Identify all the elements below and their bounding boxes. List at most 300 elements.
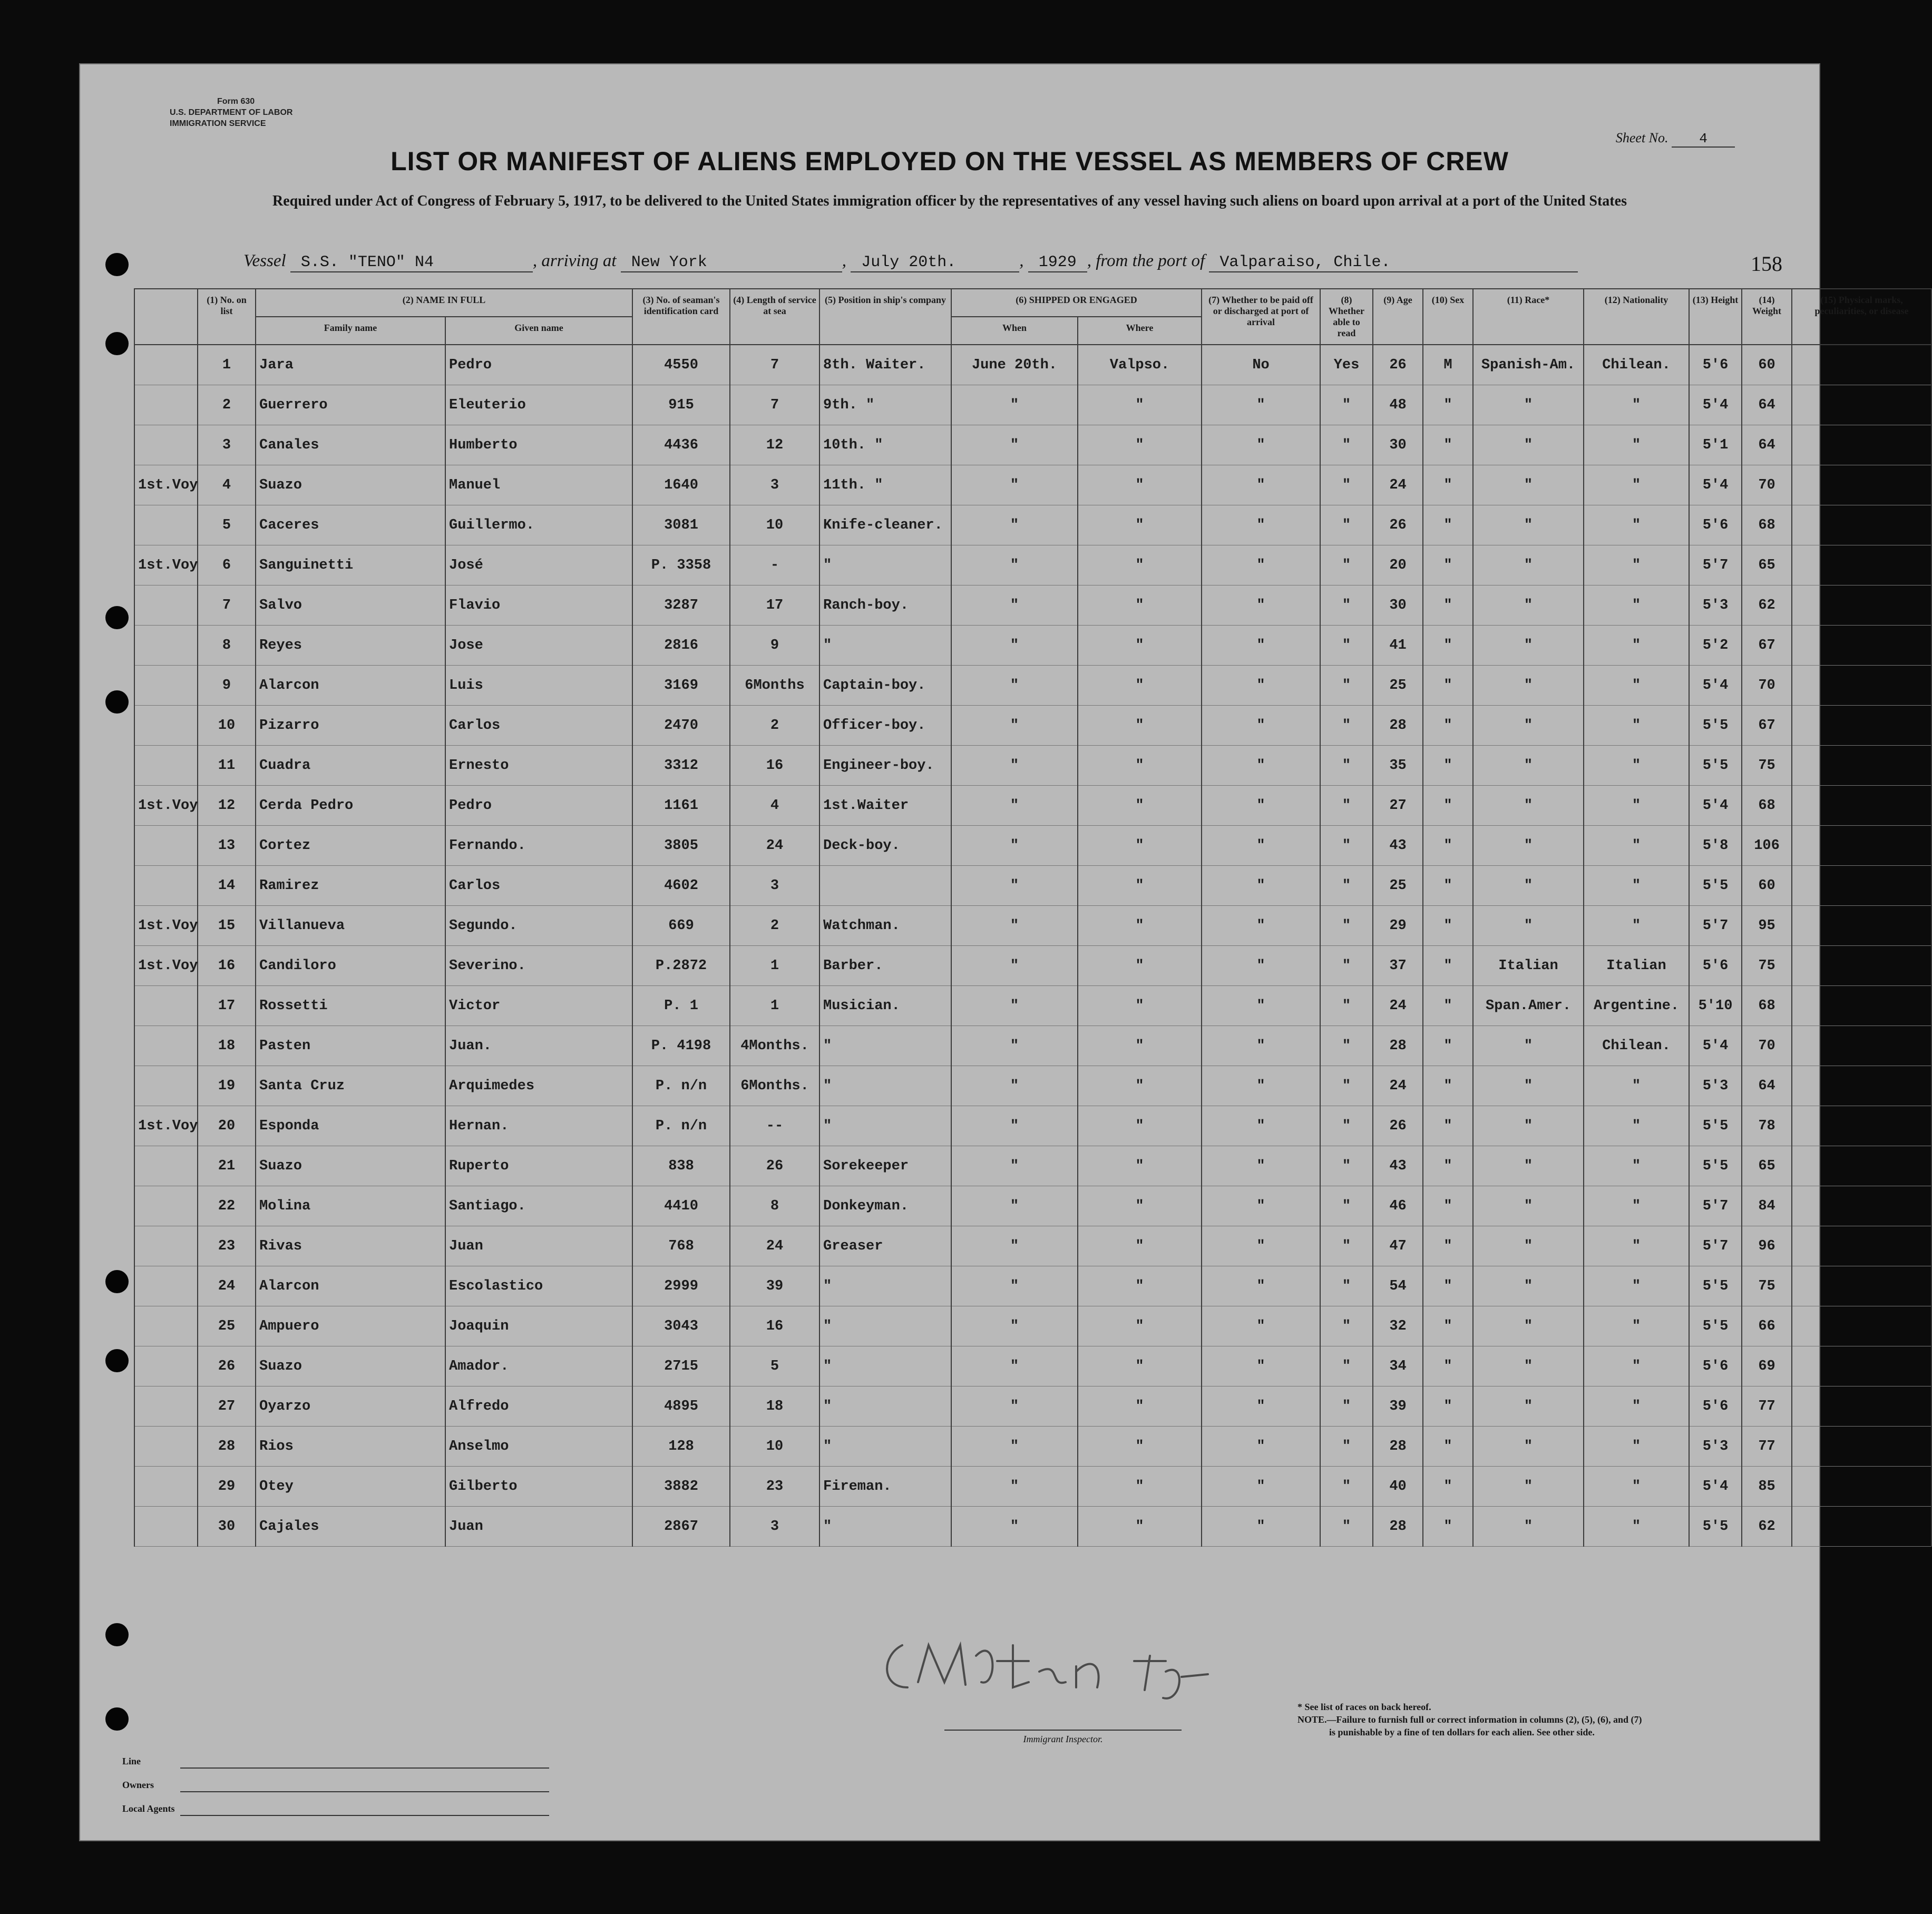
weight-cell: 65 (1742, 1146, 1792, 1186)
height-cell: 5'5 (1689, 1266, 1742, 1306)
sex-cell: " (1423, 1346, 1473, 1386)
age-cell: 25 (1373, 866, 1423, 906)
table-row (134, 1066, 1931, 1106)
able-to-read-cell: " (1320, 626, 1373, 666)
row-number-cell: 17 (198, 986, 256, 1026)
given-name-cell: Joaquin (445, 1306, 632, 1346)
nationality-cell: Italian (1584, 946, 1689, 986)
nationality-cell: Chilean. (1584, 345, 1689, 385)
shipped-where-cell: " (1078, 706, 1202, 746)
voyage-note-cell (134, 385, 198, 425)
length-of-service-cell: 2 (730, 906, 819, 946)
nationality-cell: " (1584, 1226, 1689, 1266)
shipped-where-cell: " (1078, 746, 1202, 786)
position-cell: Officer-boy. (819, 706, 951, 746)
height-cell: 5'10 (1689, 986, 1742, 1026)
given-name-cell: Carlos (445, 706, 632, 746)
weight-cell: 67 (1742, 626, 1792, 666)
header-weight: (14) Weight (1742, 289, 1792, 345)
id-card-number-cell: 2470 (632, 706, 730, 746)
id-card-number-cell: 3169 (632, 666, 730, 706)
age-cell: 24 (1373, 1066, 1423, 1106)
family-name-cell: Caceres (256, 505, 445, 545)
given-name-cell: Manuel (445, 465, 632, 505)
given-name-cell: Pedro (445, 345, 632, 385)
weight-cell: 62 (1742, 585, 1792, 626)
paid-off-cell: " (1202, 826, 1320, 866)
race-cell: " (1473, 465, 1584, 505)
shipped-where-cell: " (1078, 1226, 1202, 1266)
sex-cell: " (1423, 465, 1473, 505)
position-cell: Fireman. (819, 1467, 951, 1507)
age-cell: 43 (1373, 826, 1423, 866)
physical-marks-cell (1792, 986, 1931, 1026)
voyage-note-cell: 1st.Voy (134, 1106, 198, 1146)
race-cell: " (1473, 385, 1584, 425)
race-cell: Spanish-Am. (1473, 345, 1584, 385)
position-cell: Donkeyman. (819, 1186, 951, 1226)
sex-cell: " (1423, 746, 1473, 786)
family-name-cell: Ampuero (256, 1306, 445, 1346)
voyage-note-cell (134, 746, 198, 786)
department-name: U.S. DEPARTMENT OF LABOR (170, 108, 293, 117)
family-name-cell: Alarcon (256, 1266, 445, 1306)
voyage-note-cell (134, 706, 198, 746)
header-name-in-full: (2) NAME IN FULL (256, 289, 632, 317)
position-cell: " (819, 1346, 951, 1386)
table-row (134, 1386, 1931, 1427)
length-of-service-cell: - (730, 545, 819, 585)
shipped-when-cell: " (951, 1026, 1078, 1066)
height-cell: 5'5 (1689, 746, 1742, 786)
able-to-read-cell: " (1320, 425, 1373, 465)
sex-cell: " (1423, 866, 1473, 906)
position-cell: 8th. Waiter. (819, 345, 951, 385)
physical-marks-cell (1792, 866, 1931, 906)
position-cell: " (819, 1427, 951, 1467)
race-cell: Span.Amer. (1473, 986, 1584, 1026)
age-cell: 28 (1373, 1026, 1423, 1066)
manifest-sheet (79, 63, 1909, 1841)
age-cell: 47 (1373, 1226, 1423, 1266)
arrival-year: 1929 (1028, 253, 1087, 272)
shipped-where-cell: Valpso. (1078, 345, 1202, 385)
able-to-read-cell: " (1320, 786, 1373, 826)
table-row (134, 1106, 1931, 1146)
height-cell: 5'7 (1689, 545, 1742, 585)
age-cell: 32 (1373, 1306, 1423, 1346)
document-subtitle: Required under Act of Congress of February 5, 1917, to be delivered to the United States immigration officer by the representatives of any vessel having such aliens on board upon arrival at a port of the United States (272, 193, 1627, 209)
given-name-cell: Eleuterio (445, 385, 632, 425)
able-to-read-cell: " (1320, 1146, 1373, 1186)
shipped-where-cell: " (1078, 1106, 1202, 1146)
length-of-service-cell: 9 (730, 626, 819, 666)
header-age: (9) Age (1373, 289, 1423, 345)
position-cell: 1st.Waiter (819, 786, 951, 826)
weight-cell: 64 (1742, 1066, 1792, 1106)
race-cell: " (1473, 866, 1584, 906)
paid-off-cell: " (1202, 425, 1320, 465)
voyage-note-cell (134, 1386, 198, 1427)
height-cell: 5'3 (1689, 1427, 1742, 1467)
length-of-service-cell: 8 (730, 1186, 819, 1226)
shipped-where-cell: " (1078, 946, 1202, 986)
age-cell: 24 (1373, 986, 1423, 1026)
race-cell: " (1473, 1026, 1584, 1066)
form-number: Form 630 (217, 97, 255, 106)
id-card-number-cell: 3081 (632, 505, 730, 545)
row-number-cell: 2 (198, 385, 256, 425)
sex-cell: " (1423, 1186, 1473, 1226)
paid-off-cell: " (1202, 1467, 1320, 1507)
nationality-cell: Argentine. (1584, 986, 1689, 1026)
physical-marks-cell (1792, 746, 1931, 786)
height-cell: 5'5 (1689, 1507, 1742, 1547)
race-cell: " (1473, 1346, 1584, 1386)
race-cell: " (1473, 425, 1584, 465)
weight-cell: 95 (1742, 906, 1792, 946)
id-card-number-cell: 4436 (632, 425, 730, 465)
paid-off-cell: " (1202, 946, 1320, 986)
physical-marks-cell (1792, 505, 1931, 545)
physical-marks-cell (1792, 345, 1931, 385)
given-name-cell: Hernan. (445, 1106, 632, 1146)
weight-cell: 70 (1742, 1026, 1792, 1066)
able-to-read-cell: Yes (1320, 345, 1373, 385)
row-number-cell: 15 (198, 906, 256, 946)
sex-cell: " (1423, 1306, 1473, 1346)
voyage-note-cell (134, 585, 198, 626)
able-to-read-cell: " (1320, 465, 1373, 505)
family-name-cell: Canales (256, 425, 445, 465)
shipped-when-cell: " (951, 1226, 1078, 1266)
position-cell: Deck-boy. (819, 826, 951, 866)
height-cell: 5'6 (1689, 1346, 1742, 1386)
arriving-port: New York (621, 253, 842, 272)
position-cell: Greaser (819, 1226, 951, 1266)
physical-marks-cell (1792, 826, 1931, 866)
row-number-cell: 26 (198, 1346, 256, 1386)
weight-cell: 68 (1742, 986, 1792, 1026)
footer-notes (1297, 1701, 1772, 1739)
family-name-cell: Salvo (256, 585, 445, 626)
table-row (134, 385, 1931, 425)
binder-hole (105, 253, 129, 276)
sex-cell: " (1423, 1106, 1473, 1146)
physical-marks-cell (1792, 666, 1931, 706)
sex-cell: " (1423, 585, 1473, 626)
length-of-service-cell: 16 (730, 1306, 819, 1346)
race-cell: " (1473, 505, 1584, 545)
row-number-cell: 8 (198, 626, 256, 666)
given-name-cell: Arquimedes (445, 1066, 632, 1106)
weight-cell: 69 (1742, 1346, 1792, 1386)
table-row (134, 1507, 1931, 1547)
sex-cell: " (1423, 826, 1473, 866)
id-card-number-cell: 4895 (632, 1386, 730, 1427)
able-to-read-cell: " (1320, 826, 1373, 866)
voyage-note-cell (134, 345, 198, 385)
sex-cell: " (1423, 626, 1473, 666)
position-cell: Knife-cleaner. (819, 505, 951, 545)
weight-cell: 64 (1742, 425, 1792, 465)
race-cell: " (1473, 1266, 1584, 1306)
sex-cell: " (1423, 1386, 1473, 1427)
table-row (134, 746, 1931, 786)
given-name-cell: Juan (445, 1226, 632, 1266)
shipped-when-cell: " (951, 1306, 1078, 1346)
physical-marks-cell (1792, 906, 1931, 946)
family-name-cell: Rivas (256, 1226, 445, 1266)
id-card-number-cell: 3312 (632, 746, 730, 786)
line-underline (180, 1767, 549, 1769)
age-cell: 29 (1373, 906, 1423, 946)
able-to-read-cell: " (1320, 666, 1373, 706)
shipped-when-cell: " (951, 1507, 1078, 1547)
paid-off-cell: " (1202, 866, 1320, 906)
paid-off-cell: " (1202, 545, 1320, 585)
able-to-read-cell: " (1320, 1106, 1373, 1146)
shipped-when-cell: " (951, 866, 1078, 906)
nationality-cell: " (1584, 1306, 1689, 1346)
given-name-cell: Jose (445, 626, 632, 666)
length-of-service-cell: 10 (730, 505, 819, 545)
height-cell: 5'2 (1689, 626, 1742, 666)
vessel-line: Vessel S.S. "TENO" N4 , arriving at New York , July 20th. , 1929 , from the port of Valparaiso, Chile. (243, 251, 1578, 272)
race-cell: " (1473, 1146, 1584, 1186)
length-of-service-cell: 23 (730, 1467, 819, 1507)
sex-cell: " (1423, 786, 1473, 826)
shipped-where-cell: " (1078, 545, 1202, 585)
weight-cell: 75 (1742, 746, 1792, 786)
physical-marks-cell (1792, 786, 1931, 826)
length-of-service-cell: 7 (730, 345, 819, 385)
height-cell: 5'5 (1689, 1306, 1742, 1346)
able-to-read-cell: " (1320, 1467, 1373, 1507)
paid-off-cell: " (1202, 746, 1320, 786)
given-name-cell: Humberto (445, 425, 632, 465)
able-to-read-cell: " (1320, 1026, 1373, 1066)
shipped-where-cell: " (1078, 1386, 1202, 1427)
row-number-cell: 7 (198, 585, 256, 626)
length-of-service-cell: 7 (730, 385, 819, 425)
shipped-when-cell: " (951, 826, 1078, 866)
family-name-cell: Rios (256, 1427, 445, 1467)
shipped-when-cell: " (951, 385, 1078, 425)
length-of-service-cell: 16 (730, 746, 819, 786)
binder-hole (105, 1623, 129, 1646)
shipped-when-cell: " (951, 1146, 1078, 1186)
weight-cell: 65 (1742, 545, 1792, 585)
id-card-number-cell: P. n/n (632, 1106, 730, 1146)
physical-marks-cell (1792, 1186, 1931, 1226)
able-to-read-cell: " (1320, 1226, 1373, 1266)
id-card-number-cell: 2816 (632, 626, 730, 666)
paid-off-cell: " (1202, 1306, 1320, 1346)
nationality-cell: " (1584, 1186, 1689, 1226)
shipped-when-cell: " (951, 1106, 1078, 1146)
paid-off-cell: " (1202, 986, 1320, 1026)
family-name-cell: Otey (256, 1467, 445, 1507)
shipped-where-cell: " (1078, 505, 1202, 545)
weight-cell: 70 (1742, 465, 1792, 505)
table-row (134, 1026, 1931, 1066)
sex-cell: " (1423, 666, 1473, 706)
length-of-service-cell: 24 (730, 826, 819, 866)
row-number-cell: 14 (198, 866, 256, 906)
position-cell: 11th. " (819, 465, 951, 505)
height-cell: 5'5 (1689, 1106, 1742, 1146)
weight-cell: 62 (1742, 1507, 1792, 1547)
given-name-cell: Ruperto (445, 1146, 632, 1186)
paid-off-cell: " (1202, 1386, 1320, 1427)
able-to-read-cell: " (1320, 585, 1373, 626)
given-name-cell: Anselmo (445, 1427, 632, 1467)
height-cell: 5'7 (1689, 1226, 1742, 1266)
family-name-cell: Reyes (256, 626, 445, 666)
nationality-cell: " (1584, 826, 1689, 866)
shipped-where-cell: " (1078, 1026, 1202, 1066)
able-to-read-cell: " (1320, 946, 1373, 986)
position-cell: " (819, 1026, 951, 1066)
table-row (134, 666, 1931, 706)
age-cell: 25 (1373, 666, 1423, 706)
row-number-cell: 20 (198, 1106, 256, 1146)
age-cell: 39 (1373, 1386, 1423, 1427)
physical-marks-cell (1792, 425, 1931, 465)
shipped-when-cell: June 20th. (951, 345, 1078, 385)
nationality-cell: " (1584, 545, 1689, 585)
physical-marks-cell (1792, 1066, 1931, 1106)
weight-cell: 96 (1742, 1226, 1792, 1266)
age-cell: 24 (1373, 465, 1423, 505)
shipped-when-cell: " (951, 1066, 1078, 1106)
paid-off-cell: " (1202, 706, 1320, 746)
age-cell: 26 (1373, 1106, 1423, 1146)
row-number-cell: 9 (198, 666, 256, 706)
race-cell: " (1473, 1386, 1584, 1427)
id-card-number-cell: 838 (632, 1146, 730, 1186)
age-cell: 28 (1373, 706, 1423, 746)
row-number-cell: 29 (198, 1467, 256, 1507)
binder-hole (105, 1270, 129, 1293)
age-cell: 27 (1373, 786, 1423, 826)
weight-cell: 60 (1742, 866, 1792, 906)
nationality-cell: " (1584, 1266, 1689, 1306)
age-cell: 26 (1373, 505, 1423, 545)
able-to-read-cell: " (1320, 505, 1373, 545)
position-cell: " (819, 626, 951, 666)
age-cell: 35 (1373, 746, 1423, 786)
family-name-cell: Guerrero (256, 385, 445, 425)
id-card-number-cell: 2715 (632, 1346, 730, 1386)
position-cell: Musician. (819, 986, 951, 1026)
family-name-cell: Cuadra (256, 746, 445, 786)
height-cell: 5'3 (1689, 1066, 1742, 1106)
id-card-number-cell: P. 1 (632, 986, 730, 1026)
service-name: IMMIGRATION SERVICE (170, 119, 266, 128)
id-card-number-cell: 3043 (632, 1306, 730, 1346)
paid-off-cell: " (1202, 1106, 1320, 1146)
race-cell: " (1473, 666, 1584, 706)
family-name-cell: Cajales (256, 1507, 445, 1547)
shipped-when-cell: " (951, 545, 1078, 585)
weight-cell: 70 (1742, 666, 1792, 706)
race-cell: " (1473, 1186, 1584, 1226)
position-cell: " (819, 1306, 951, 1346)
given-name-cell: Segundo. (445, 906, 632, 946)
shipped-where-cell: " (1078, 826, 1202, 866)
age-cell: 26 (1373, 345, 1423, 385)
physical-marks-cell (1792, 465, 1931, 505)
physical-marks-cell (1792, 1346, 1931, 1386)
race-cell: " (1473, 1226, 1584, 1266)
length-of-service-cell: 6Months. (730, 1066, 819, 1106)
height-cell: 5'4 (1689, 666, 1742, 706)
paid-off-cell: " (1202, 1427, 1320, 1467)
table-row (134, 545, 1931, 585)
given-name-cell: Luis (445, 666, 632, 706)
family-name-cell: Pasten (256, 1026, 445, 1066)
family-name-cell: Rossetti (256, 986, 445, 1026)
binder-hole (105, 1349, 129, 1372)
row-number-cell: 6 (198, 545, 256, 585)
id-card-number-cell: 2999 (632, 1266, 730, 1306)
shipped-when-cell: " (951, 706, 1078, 746)
position-cell: " (819, 1386, 951, 1427)
given-name-cell: Fernando. (445, 826, 632, 866)
physical-marks-cell (1792, 706, 1931, 746)
sex-cell: " (1423, 545, 1473, 585)
weight-cell: 64 (1742, 385, 1792, 425)
height-cell: 5'4 (1689, 786, 1742, 826)
nationality-cell: " (1584, 585, 1689, 626)
voyage-note-cell: 1st.Voy (134, 946, 198, 986)
physical-marks-cell (1792, 1467, 1931, 1507)
length-of-service-cell: 3 (730, 465, 819, 505)
race-cell: " (1473, 1507, 1584, 1547)
table-row (134, 946, 1931, 986)
weight-cell: 66 (1742, 1306, 1792, 1346)
form-identifier (170, 96, 292, 129)
able-to-read-cell: " (1320, 385, 1373, 425)
header-nationality: (12) Nationality (1584, 289, 1689, 345)
agents-label: Local Agents (122, 1803, 175, 1814)
able-to-read-cell: " (1320, 746, 1373, 786)
position-cell: Captain-boy. (819, 666, 951, 706)
binder-hole (105, 332, 129, 355)
shipped-where-cell: " (1078, 1146, 1202, 1186)
departure-port: Valparaiso, Chile. (1209, 253, 1578, 272)
paid-off-cell: No (1202, 345, 1320, 385)
able-to-read-cell: " (1320, 545, 1373, 585)
height-cell: 5'4 (1689, 1467, 1742, 1507)
given-name-cell: Amador. (445, 1346, 632, 1386)
able-to-read-cell: " (1320, 706, 1373, 746)
shipped-where-cell: " (1078, 585, 1202, 626)
physical-marks-cell (1792, 1146, 1931, 1186)
header-when: When (951, 317, 1078, 345)
id-card-number-cell: 669 (632, 906, 730, 946)
crew-rows (134, 345, 1931, 1547)
arriving-label: , arriving at (532, 251, 617, 270)
id-card-number-cell: 3882 (632, 1467, 730, 1507)
family-name-cell: Cortez (256, 826, 445, 866)
table-row (134, 1146, 1931, 1186)
given-name-cell: Carlos (445, 866, 632, 906)
height-cell: 5'4 (1689, 1026, 1742, 1066)
row-number-cell: 28 (198, 1427, 256, 1467)
